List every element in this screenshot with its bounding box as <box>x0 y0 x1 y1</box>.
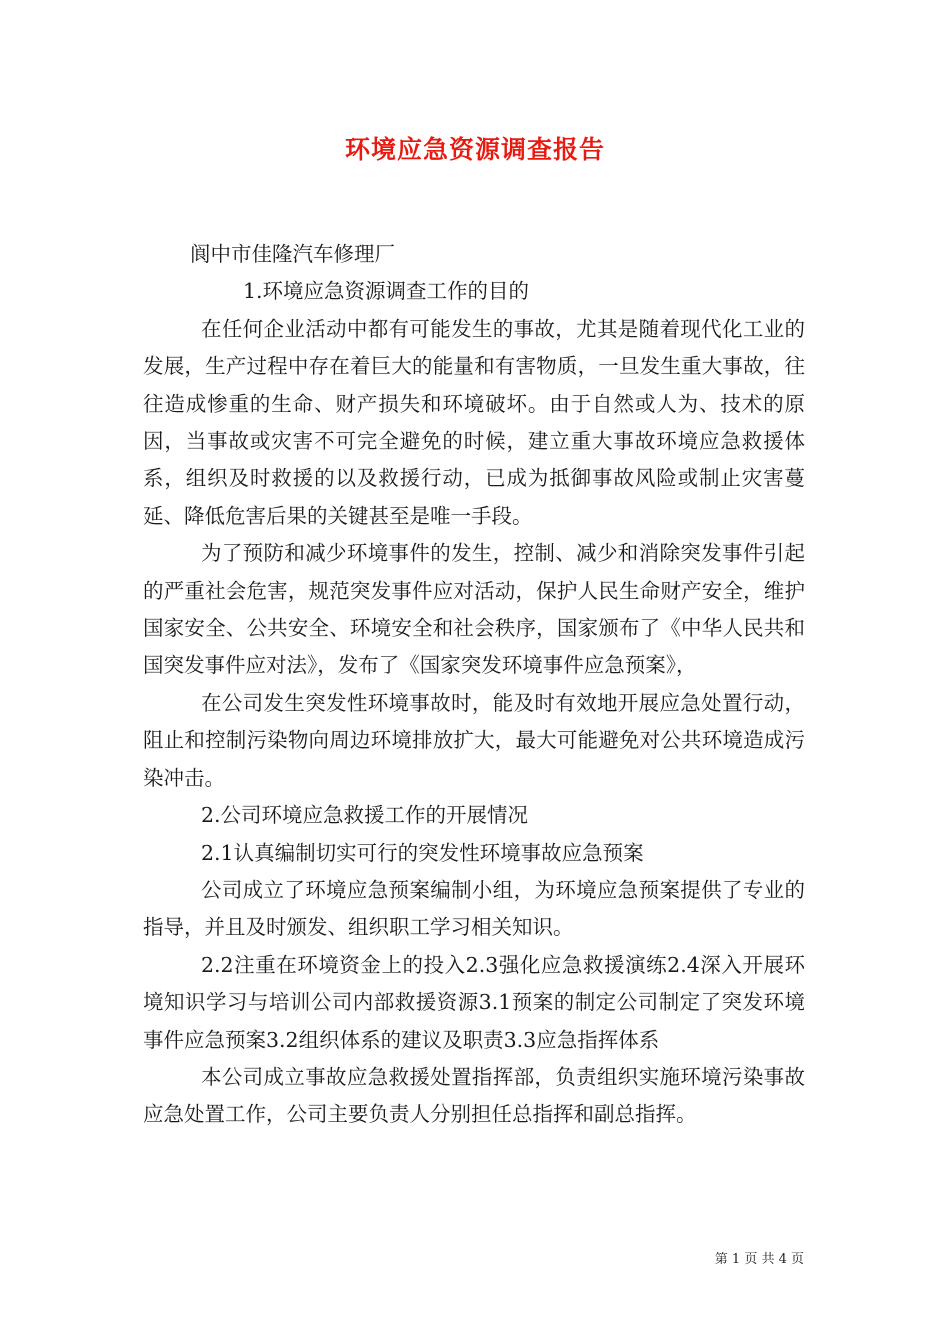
section-2-1-heading: 2.1认真编制切实可行的突发性环境事故应急预案 <box>201 840 644 865</box>
document-title: 环境应急资源调查报告 <box>344 135 605 164</box>
paragraph-2: 为了预防和减少环境事件的发生，控制、减少和消除突发事件引起的严重社会危害，规范突发事件应对活动，保护人民生命财产安全，维护国家安全、公共安全、环境安全和社会秩序，国家颁布了《中华人民共和国突发事件应对法》，发布了《国家突发环境事件应急预案》， <box>143 541 805 678</box>
paragraph-4: 公司成立了环境应急预案编制小组，为环境应急预案提供了专业的指导，并且及时颁发、组织职工学习相关知识。 <box>143 877 805 940</box>
company-name: 阆中市佳隆汽车修理厂 <box>190 242 395 266</box>
page-number-footer: 第 1 页 共 4 页 <box>714 1252 804 1267</box>
paragraph-1: 在任何企业活动中都有可能发生的事故，尤其是随着现代化工业的发展，生产过程中存在着巨大的能量和有害物质，一旦发生重大事故，往往造成惨重的生命、财产损失和环境破坏。由于自然或人为、技术的原因，当事故或灾害不可完全避免的时候，建立重大事故环境应急救援体系，组织及时救援的以及救援行动，已成为抵御事故风险或制止灾害蔓延、降低危害后果的关键甚至是唯一手段。 <box>143 316 805 528</box>
paragraph-5: 2.2注重在环境资金上的投入2.3强化应急救援演练2.4深入开展环境知识学习与培训公司内部救援资源3.1预案的制定公司制定了突发环境事件应急预案3.2组织体系的建议及职责3.3应急指挥体系 <box>143 952 805 1052</box>
section-2-heading: 2.公司环境应急救援工作的开展情况 <box>201 803 529 828</box>
section-1-heading: 1.环境应急资源调查工作的目的 <box>243 279 530 304</box>
paragraph-3: 在公司发生突发性环境事故时，能及时有效地开展应急处置行动，阻止和控制污染物向周边环境排放扩大，最大可能避免对公共环境造成污染冲击。 <box>143 690 805 790</box>
document-body <box>143 236 805 1134</box>
paragraph-6: 本公司成立事故应急救援处置指挥部，负责组织实施环境污染事故应急处置工作，公司主要负责人分别担任总指挥和副总指挥。 <box>143 1064 805 1127</box>
